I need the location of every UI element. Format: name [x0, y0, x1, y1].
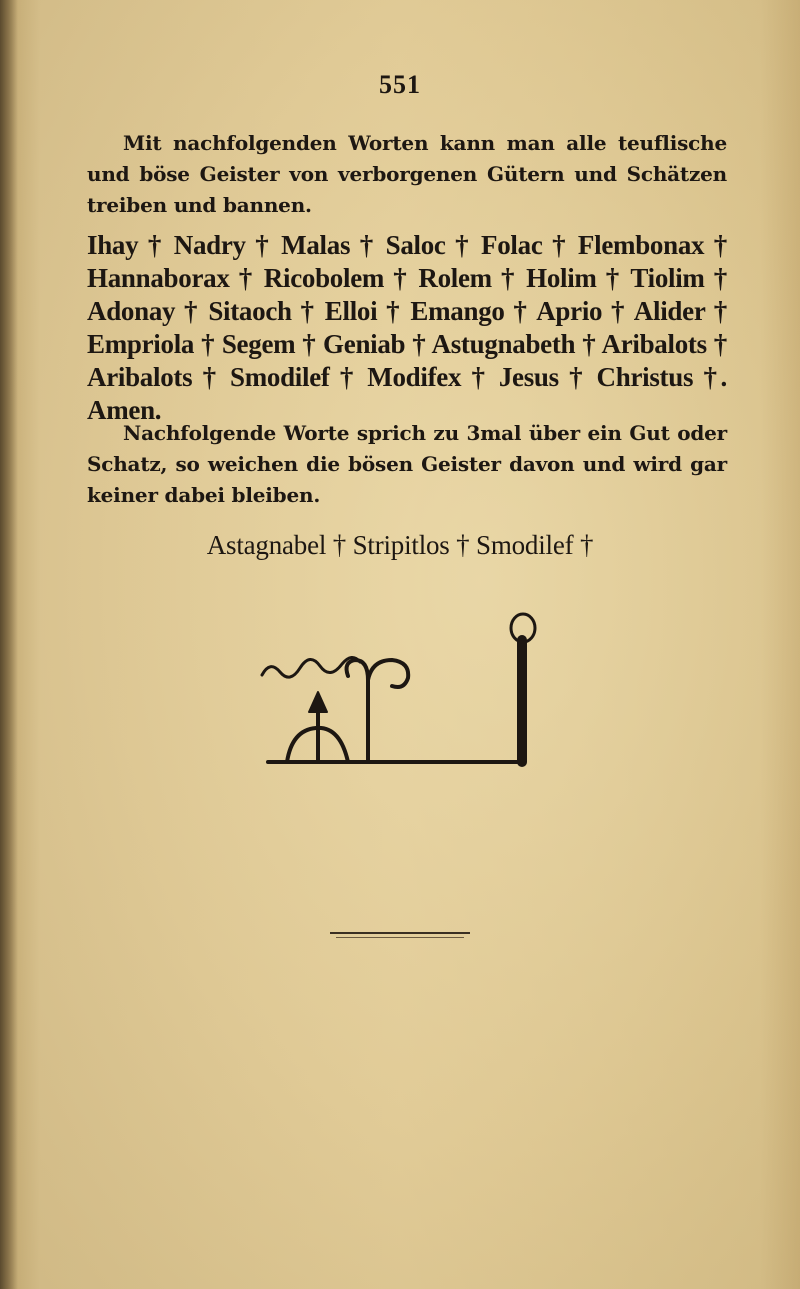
seal-right-scroll: [368, 660, 408, 687]
seal-arrow-head: [309, 692, 327, 712]
section-divider: [330, 932, 470, 934]
incantation-paragraph: Ihay † Nadry † Malas † Saloc † Folac † Flembonax † Hannaborax † Ricobolem † Rolem † Holim † Tiolim † Adonay † Sitaoch † Elloi † Emango † Aprio † Alider † Empriola † Segem † Geniab † Astugnabeth † Aribalots † Aribalots † Smodilef † Modifex † Jesus † Christus †. Amen.: [87, 230, 727, 425]
page-number: 551: [379, 70, 421, 99]
intro-paragraph: Mit nachfolgenden Worten kann man alle teuflische und böse Geister von verborgenen Gütern und Schätzen treiben und bannen.: [87, 131, 727, 217]
section-divider-thin: [336, 937, 464, 938]
closing-words: Astagnabel † Stripitlos † Smodilef †: [206, 530, 594, 560]
seal-left-scroll: [347, 660, 368, 760]
instruction-paragraph: Nachfolgende Worte sprich zu 3mal über ein Gut oder Schatz, so weichen die bösen Geister davon und wird gar keiner dabei bleiben.: [87, 421, 727, 507]
